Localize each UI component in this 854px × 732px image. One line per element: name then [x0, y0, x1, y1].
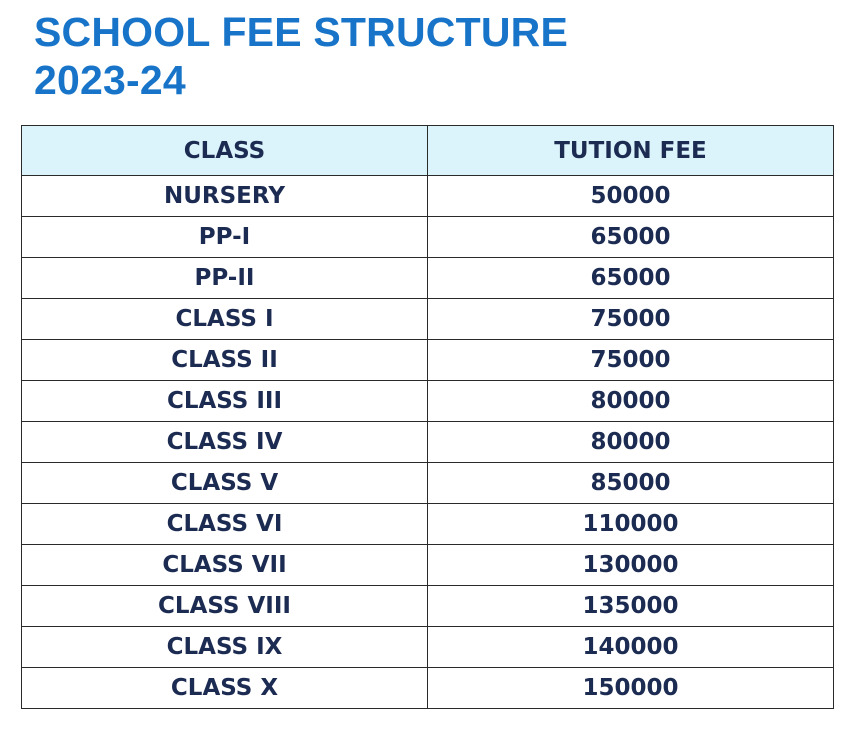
header-row [22, 126, 834, 176]
table-row [22, 545, 834, 586]
title-line-1: SCHOOL FEE STRUCTURE [34, 9, 568, 55]
table-row [22, 422, 834, 463]
class-cell: PP-II [22, 258, 428, 299]
class-cell: CLASS I [22, 299, 428, 340]
class-cell: CLASS III [22, 381, 428, 422]
fee-cell: 130000 [428, 545, 834, 586]
class-cell: CLASS VI [22, 504, 428, 545]
fee-cell: 140000 [428, 627, 834, 668]
fee-cell: 80000 [428, 422, 834, 463]
class-cell: NURSERY [22, 176, 428, 217]
class-cell: CLASS X [22, 668, 428, 709]
table-row [22, 586, 834, 627]
class-cell: CLASS II [22, 340, 428, 381]
table-row [22, 258, 834, 299]
class-cell: CLASS VIII [22, 586, 428, 627]
fee-cell: 110000 [428, 504, 834, 545]
class-cell: CLASS VII [22, 545, 428, 586]
class-cell: CLASS IV [22, 422, 428, 463]
table-header [22, 126, 834, 176]
fee-cell: 75000 [428, 340, 834, 381]
title-line-2: 2023-24 [34, 57, 186, 103]
table-row [22, 668, 834, 709]
fee-column-header: TUTION FEE [428, 126, 834, 176]
fee-cell: 65000 [428, 217, 834, 258]
table-row [22, 176, 834, 217]
table-body [22, 176, 834, 709]
table-row [22, 627, 834, 668]
table-row [22, 340, 834, 381]
fee-cell: 50000 [428, 176, 834, 217]
class-cell: CLASS V [22, 463, 428, 504]
table-row [22, 463, 834, 504]
table-row [22, 299, 834, 340]
fee-table [21, 125, 834, 709]
fee-cell: 80000 [428, 381, 834, 422]
class-column-header: CLASS [22, 126, 428, 176]
class-cell: CLASS IX [22, 627, 428, 668]
page-title [34, 8, 568, 104]
fee-cell: 150000 [428, 668, 834, 709]
fee-cell: 65000 [428, 258, 834, 299]
class-cell: PP-I [22, 217, 428, 258]
table-row [22, 217, 834, 258]
fee-cell: 75000 [428, 299, 834, 340]
fee-cell: 85000 [428, 463, 834, 504]
fee-cell: 135000 [428, 586, 834, 627]
table-row [22, 504, 834, 545]
table-row [22, 381, 834, 422]
